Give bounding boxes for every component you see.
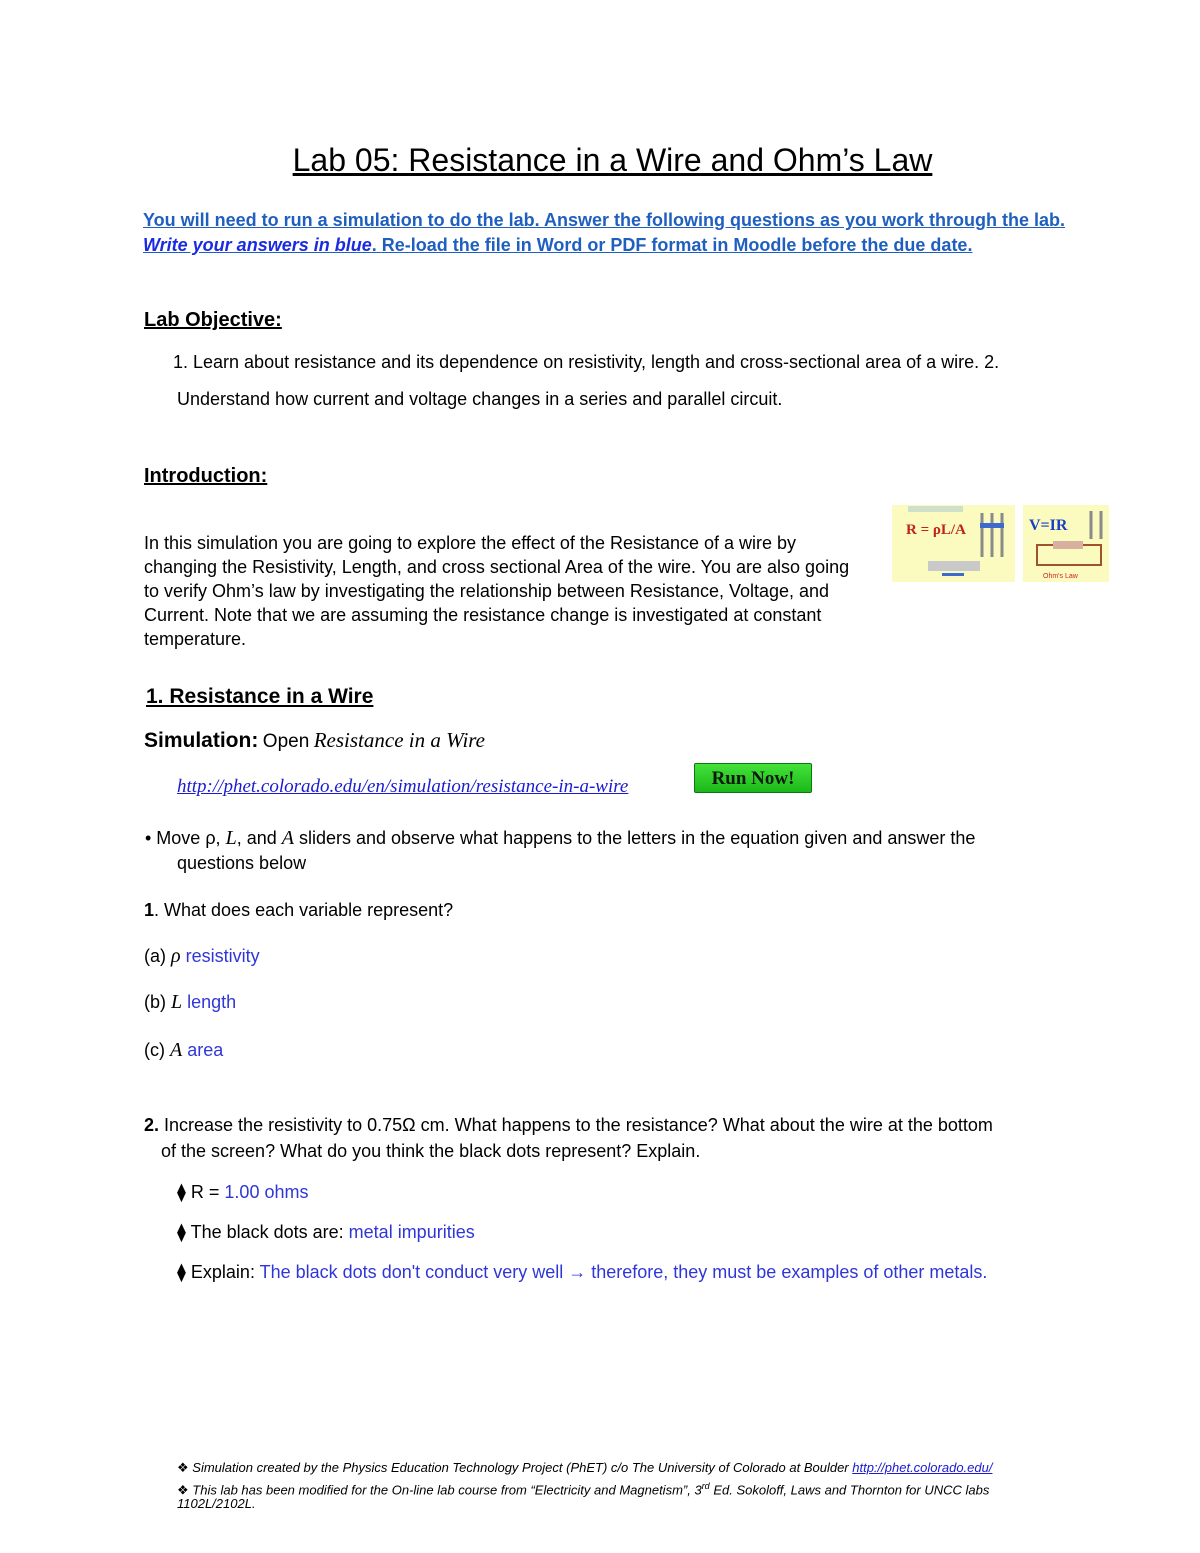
question1-number: 1	[144, 900, 155, 920]
dots-label: The black dots are:	[190, 1222, 349, 1242]
diamond-bullet-icon: ⧫	[177, 1182, 191, 1202]
footer-phet-link[interactable]: http://phet.colorado.edu/	[852, 1460, 993, 1475]
footer-line1	[177, 1459, 992, 1477]
footer-superscript: rd	[701, 1481, 710, 1491]
bullet-symbol-A: A	[281, 827, 294, 849]
answer-b-prefix: (b)	[144, 992, 171, 1012]
resistance-sim-thumbnail	[892, 505, 1015, 582]
resistance-value: 1.00 ohms	[224, 1182, 309, 1202]
objective-line1: 1. Learn about resistance and its dependence on resistivity, length and cross-sectional area of a wire. 2.	[173, 352, 1000, 372]
question2-line1	[144, 1113, 993, 1137]
explain-label: Explain:	[190, 1262, 260, 1282]
document-title: Lab 05: Resistance in a Wire and Ohm’s Law	[292, 142, 933, 178]
answer-a-symbol: ρ	[171, 945, 181, 967]
answer-resistance-row	[177, 1180, 308, 1204]
bullet-text-a: • Move ρ,	[145, 828, 226, 848]
answer-dots-row	[177, 1220, 475, 1244]
answer-c-row	[144, 1038, 223, 1062]
ohms-law-sim-thumbnail	[1023, 505, 1109, 582]
footer-bullet-icon: ❖	[177, 1460, 193, 1475]
question1-prompt: . What does each variable represent?	[154, 900, 454, 920]
footer-modified-text: This lab has been modified for the On-line lab course from “Electricity and Magnetism”, 3	[192, 1482, 702, 1498]
objective-heading: Lab Objective:	[144, 309, 282, 331]
footer-credit-text: Simulation created by the Physics Education Technology Project (PhET) c/o The University of Colorado at Boulder	[192, 1460, 853, 1475]
answer-b-symbol: L	[171, 991, 183, 1013]
introduction-text: In this simulation you are going to explore the effect of the Resistance of a wire by changing the Resistivity, Length, and cross sectional Area of the wire. You are also going to verify Ohm’s law by investigating the relationship between Resistance, Voltage, and Current. Note that we are assuming the resistance change is investigated at constant temperature.	[144, 533, 850, 649]
instructions-emphasis: Write your answers in blue	[143, 235, 372, 255]
section1-heading: 1. Resistance in a Wire	[146, 685, 374, 708]
simulation-label: Simulation:	[144, 729, 259, 752]
diamond-bullet-icon: ⧫	[177, 1222, 191, 1242]
resistance-label: R =	[190, 1182, 225, 1202]
question2-number: 2.	[144, 1115, 160, 1135]
simulation-open-text: Open	[262, 731, 310, 752]
run-now-button[interactable]: Run Now!	[694, 763, 812, 793]
answer-b-row	[144, 990, 236, 1014]
answer-b-value: length	[182, 992, 237, 1012]
answer-a-row	[144, 944, 260, 968]
question1-text	[144, 898, 453, 922]
objective-line2: Understand how current and voltage changes in a series and parallel circuit.	[177, 389, 783, 409]
simulation-line	[144, 728, 485, 753]
slider-instruction-line2: questions below	[177, 853, 307, 873]
thumb1-formula-text: R = ρL/A	[906, 522, 966, 538]
answer-c-prefix: (c)	[144, 1040, 170, 1060]
slider-instruction-line1	[145, 826, 975, 850]
footer-bullet-icon: ❖	[177, 1482, 193, 1498]
bullet-text-b: , and	[236, 828, 282, 848]
footer-line3: 1102L/2102L.	[177, 1496, 256, 1511]
thumb2-caption: Ohm's Law	[1043, 573, 1078, 580]
bullet-symbol-L: L	[225, 827, 237, 849]
dots-value: metal impurities	[348, 1222, 475, 1242]
answer-c-symbol: A	[170, 1039, 183, 1061]
introduction-heading: Introduction:	[144, 465, 268, 487]
explain-value: The black dots don't conduct very well → therefore, they must be examples of other metals.	[259, 1262, 988, 1282]
instructions-part2: Re-load the file in Word or PDF format in Moodle before the due date.	[381, 235, 973, 255]
lab-instructions	[143, 208, 1088, 258]
answer-explain-row	[177, 1260, 987, 1284]
thumb2-formula-text: V=IR	[1029, 517, 1068, 534]
simulation-url-link[interactable]: http://phet.colorado.edu/en/simulation/resistance-in-a-wire	[177, 776, 629, 797]
instructions-sep2: .	[371, 235, 382, 255]
answer-a-value: resistivity	[180, 946, 260, 966]
answer-a-prefix: (a)	[144, 946, 171, 966]
instructions-part1: You will need to run a simulation to do the lab. Answer the following questions as you work through the lab	[143, 210, 1061, 230]
question2-prompt-line1: Increase the resistivity to 0.75Ω cm. What happens to the resistance? What about the wire at the bottom	[159, 1115, 993, 1135]
answer-c-value: area	[182, 1040, 224, 1060]
bullet-text-c: sliders and observe what happens to the letters in the equation given and answer the	[293, 828, 976, 848]
question2-line2: of the screen? What do you think the black dots represent? Explain.	[161, 1141, 701, 1161]
diamond-bullet-icon: ⧫	[177, 1262, 191, 1282]
instructions-sep1: .	[1060, 210, 1066, 230]
footer-line2	[177, 1477, 989, 1499]
footer-modified-text-end: Ed. Sokoloff, Laws and Thornton for UNCC labs	[709, 1482, 990, 1498]
simulation-name: Resistance in a Wire	[313, 728, 486, 752]
